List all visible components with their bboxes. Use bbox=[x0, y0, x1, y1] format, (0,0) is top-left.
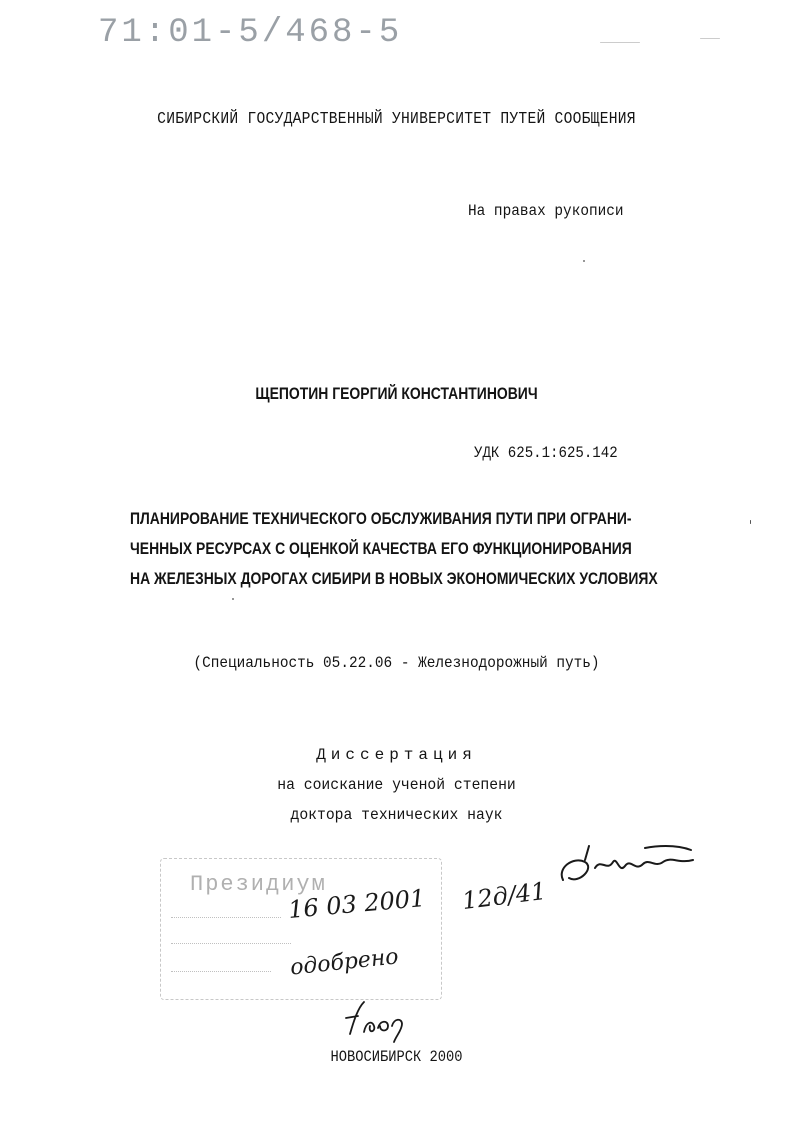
stamp-line bbox=[171, 943, 291, 944]
faint-mark bbox=[700, 38, 720, 39]
udk-code: УДК 625.1:625.142 bbox=[474, 444, 618, 462]
author-name: ЩЕПОТИН ГЕОРГИЙ КОНСТАНТИНОВИЧ bbox=[255, 384, 538, 403]
degree-name: доктора технических наук bbox=[290, 806, 503, 824]
speck bbox=[583, 260, 585, 262]
signature-bottom bbox=[340, 996, 420, 1044]
specialty: (Специальность 05.22.06 - Железнодорожный путь) bbox=[193, 654, 600, 672]
faint-mark bbox=[600, 42, 640, 43]
stamp-word: Президиум bbox=[190, 872, 327, 897]
rights-notice: На правах рукописи bbox=[468, 202, 624, 220]
stamp-line bbox=[171, 971, 271, 972]
handwritten-note: одобрено bbox=[288, 944, 400, 981]
dissertation-label: Диссертация bbox=[316, 746, 477, 764]
archive-number: 71:01-5/468-5 bbox=[98, 14, 403, 52]
city-year: НОВОСИБИРСК 2000 bbox=[330, 1048, 463, 1066]
handwritten-number: 12д/41 bbox=[460, 876, 548, 916]
handwritten-date: 16 03 2001 bbox=[287, 884, 427, 924]
title-line: НА ЖЕЛЕЗНЫХ ДОРОГАХ СИБИРИ В НОВЫХ ЭКОНОМИЧЕСКИХ УСЛОВИЯХ bbox=[130, 569, 658, 588]
university-name: СИБИРСКИЙ ГОСУДАРСТВЕННЫЙ УНИВЕРСИТЕТ ПУТЕЙ СООБЩЕНИЯ bbox=[157, 110, 636, 129]
stamp-line bbox=[171, 917, 281, 918]
degree-purpose: на соискание ученой степени bbox=[277, 776, 516, 794]
dissertation-title bbox=[130, 504, 690, 594]
title-line: ПЛАНИРОВАНИЕ ТЕХНИЧЕСКОГО ОБСЛУЖИВАНИЯ ПУТИ ПРИ ОГРАНИ- bbox=[130, 509, 632, 528]
speck bbox=[750, 520, 751, 524]
title-line: ЧЕННЫХ РЕСУРСАХ С ОЦЕНКОЙ КАЧЕСТВА ЕГО ФУНКЦИОНИРОВАНИЯ bbox=[130, 539, 632, 558]
signature-top bbox=[555, 838, 700, 898]
speck bbox=[232, 598, 234, 600]
